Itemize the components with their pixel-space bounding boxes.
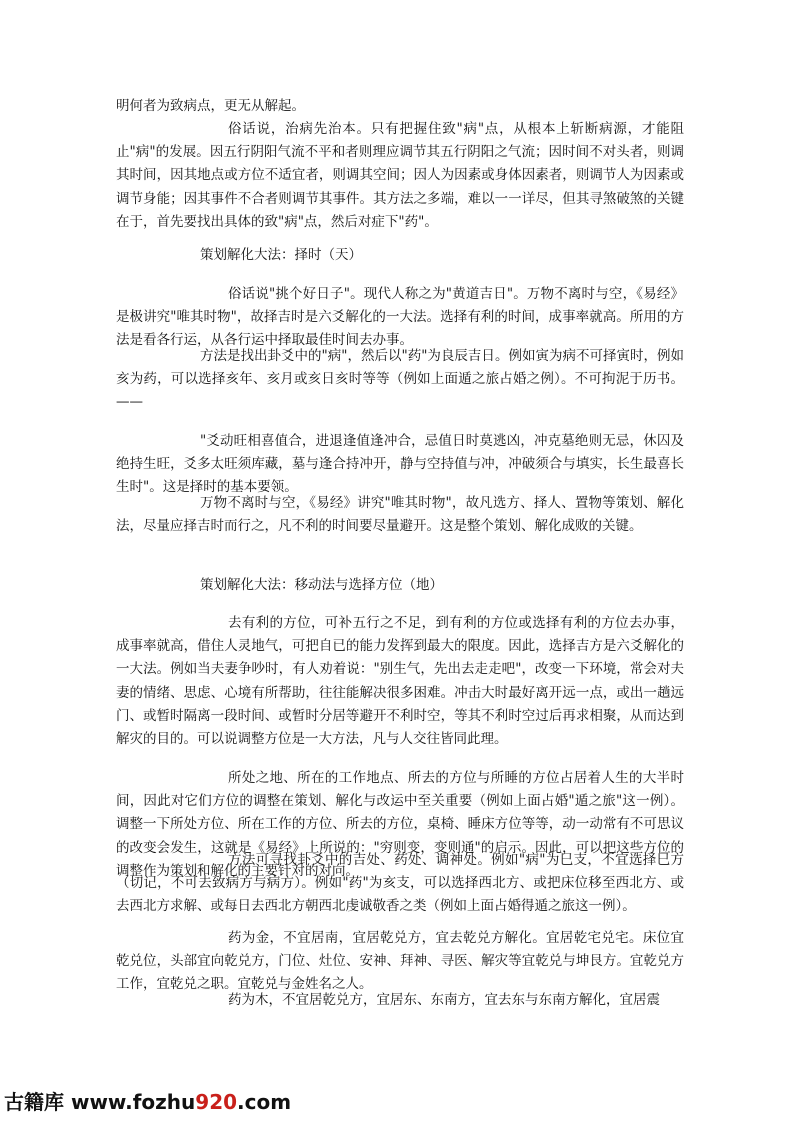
- footer-watermark: [4, 1086, 292, 1116]
- footer-site-name: 古籍库: [4, 1090, 64, 1114]
- paragraph-3: 俗话说"挑个好日子"。现代人称之为"黄道吉日"。万物不离时与空，《易经》是极讲究"唯其时物"，故择吉时是六爻解化的一大法。选择有利的时间，成事率就高。所用的方法是看各行运，从各行运中择取最佳时间去办事。: [116, 286, 684, 349]
- paragraph-11: 药为木，不宜居乾兑方，宜居东、东南方，宜去东与东南方解化，宜居震: [228, 992, 660, 1008]
- paragraph-6: 万物不离时与空，《易经》讲究"唯其时物"，故凡选方、择人、置物等策划、解化法，尽量应择吉时而行之，凡不利的时间要尽量避开。这是整个策划、解化成败的关键。: [116, 495, 684, 535]
- paragraph-7: 去有利的方位，可补五行之不足，到有利的方位或选择有利的方位去办事，成事率就高，借住人灵地气，可把自已的能力发挥到最大的限度。因此，选择吉方是六爻解化的一大法。例如当夫妻争吵时，有人劝着说："别生气，先出去走走吧"，改变一下环境，常会对夫妻的情绪、思虑、心境有所帮助，往往能解决很多困难。冲击大时最好离开远一点，或出一趟远门、或暂时隔离一段时间、或暂时分居等避开不利时空，等其不利时空过后再求相聚，从而达到解灾的目的。可以说调整方位是一大方法，凡与人交往皆同此理。: [116, 615, 684, 748]
- paragraph-10: 药为金，不宜居南，宜居乾兑方，宜去乾兑方解化。宜居乾宅兑宅。床位宜乾兑位，头部宜向乾兑方，门位、灶位、安神、拜神、寻医、解灾等宜乾兑与坤艮方。宜乾兑方工作，宜乾兑之职。宜乾兑与金姓名之人。: [116, 930, 684, 993]
- paragraph-8: 所处之地、所在的工作地点、所去的方位与所睡的方位占居着人生的大半时间，因此对它们方位的调整在策划、解化与改运中至关重要（例如上面占婚"遁之旅"这一例）。调整一下所处方位、所在工作的方位、所去的方位，桌椅、睡床方位等等，动一动常有不可思议的改变会发生，这就是《易经》上所说的："穷则变，变则通"的启示。因此，可以把这些方位的调整作为策划和解化的主要针对的对向。: [116, 770, 684, 879]
- section-heading-direction: 策划解化大法：移动法与选择方位（地）: [200, 577, 443, 593]
- paragraph-9: 方法可寻找卦爻中的吉处、药处、调神处。例如"病"为巳支，不宜选择巳方（切记，不可去致病方与病方）。例如"药"为亥支，可以选择西北方、或把床位移至西北方、或去西北方求解、或每日去西北方朝西北虔诚敬香之类（例如上面占婚得遁之旅这一例）。: [116, 852, 684, 915]
- section-heading-time: 策划解化大法：择时（天）: [200, 247, 362, 263]
- paragraph-4: 方法是找出卦爻中的"病"，然后以"药"为良辰吉日。例如寅为病不可择寅时，例如亥为药，可以选择亥年、亥月或亥日亥时等等（例如上面遁之旅占婚之例）。不可拘泥于历书。——: [116, 348, 684, 411]
- paragraph-5-quote: "爻动旺相喜值合，进退逢值逢冲合，忌值日时莫逃凶，冲克墓绝则无忌，休囚及绝持生旺，爻多太旺须库藏，墓与逢合持冲开，静与空持值与冲，冲破须合与填实，长生最喜长生时"。这是择时的基本要领。: [116, 433, 684, 496]
- footer-url[interactable]: www.fozhu920.com: [70, 1090, 292, 1114]
- paragraph-2: 俗话说，治病先治本。只有把握住致"病"点，从根本上斩断病源，才能阻止"病"的发展。因五行阴阳气流不平和者则理应调节其五行阴阳之气流；因时间不对头者，则调其时间，因其地点或方位不适宜者，则调其空间；因人为因素或身体因素者，则调节人为因素或调节身能；因其事件不合者则调节其事件。其方法之多端，难以一一详尽，但其寻煞破煞的关键在于，首先要找出具体的致"病"点，然后对症下"药"。: [116, 121, 684, 230]
- paragraph-1: 明何者为致病点，更无从解起。: [116, 98, 305, 114]
